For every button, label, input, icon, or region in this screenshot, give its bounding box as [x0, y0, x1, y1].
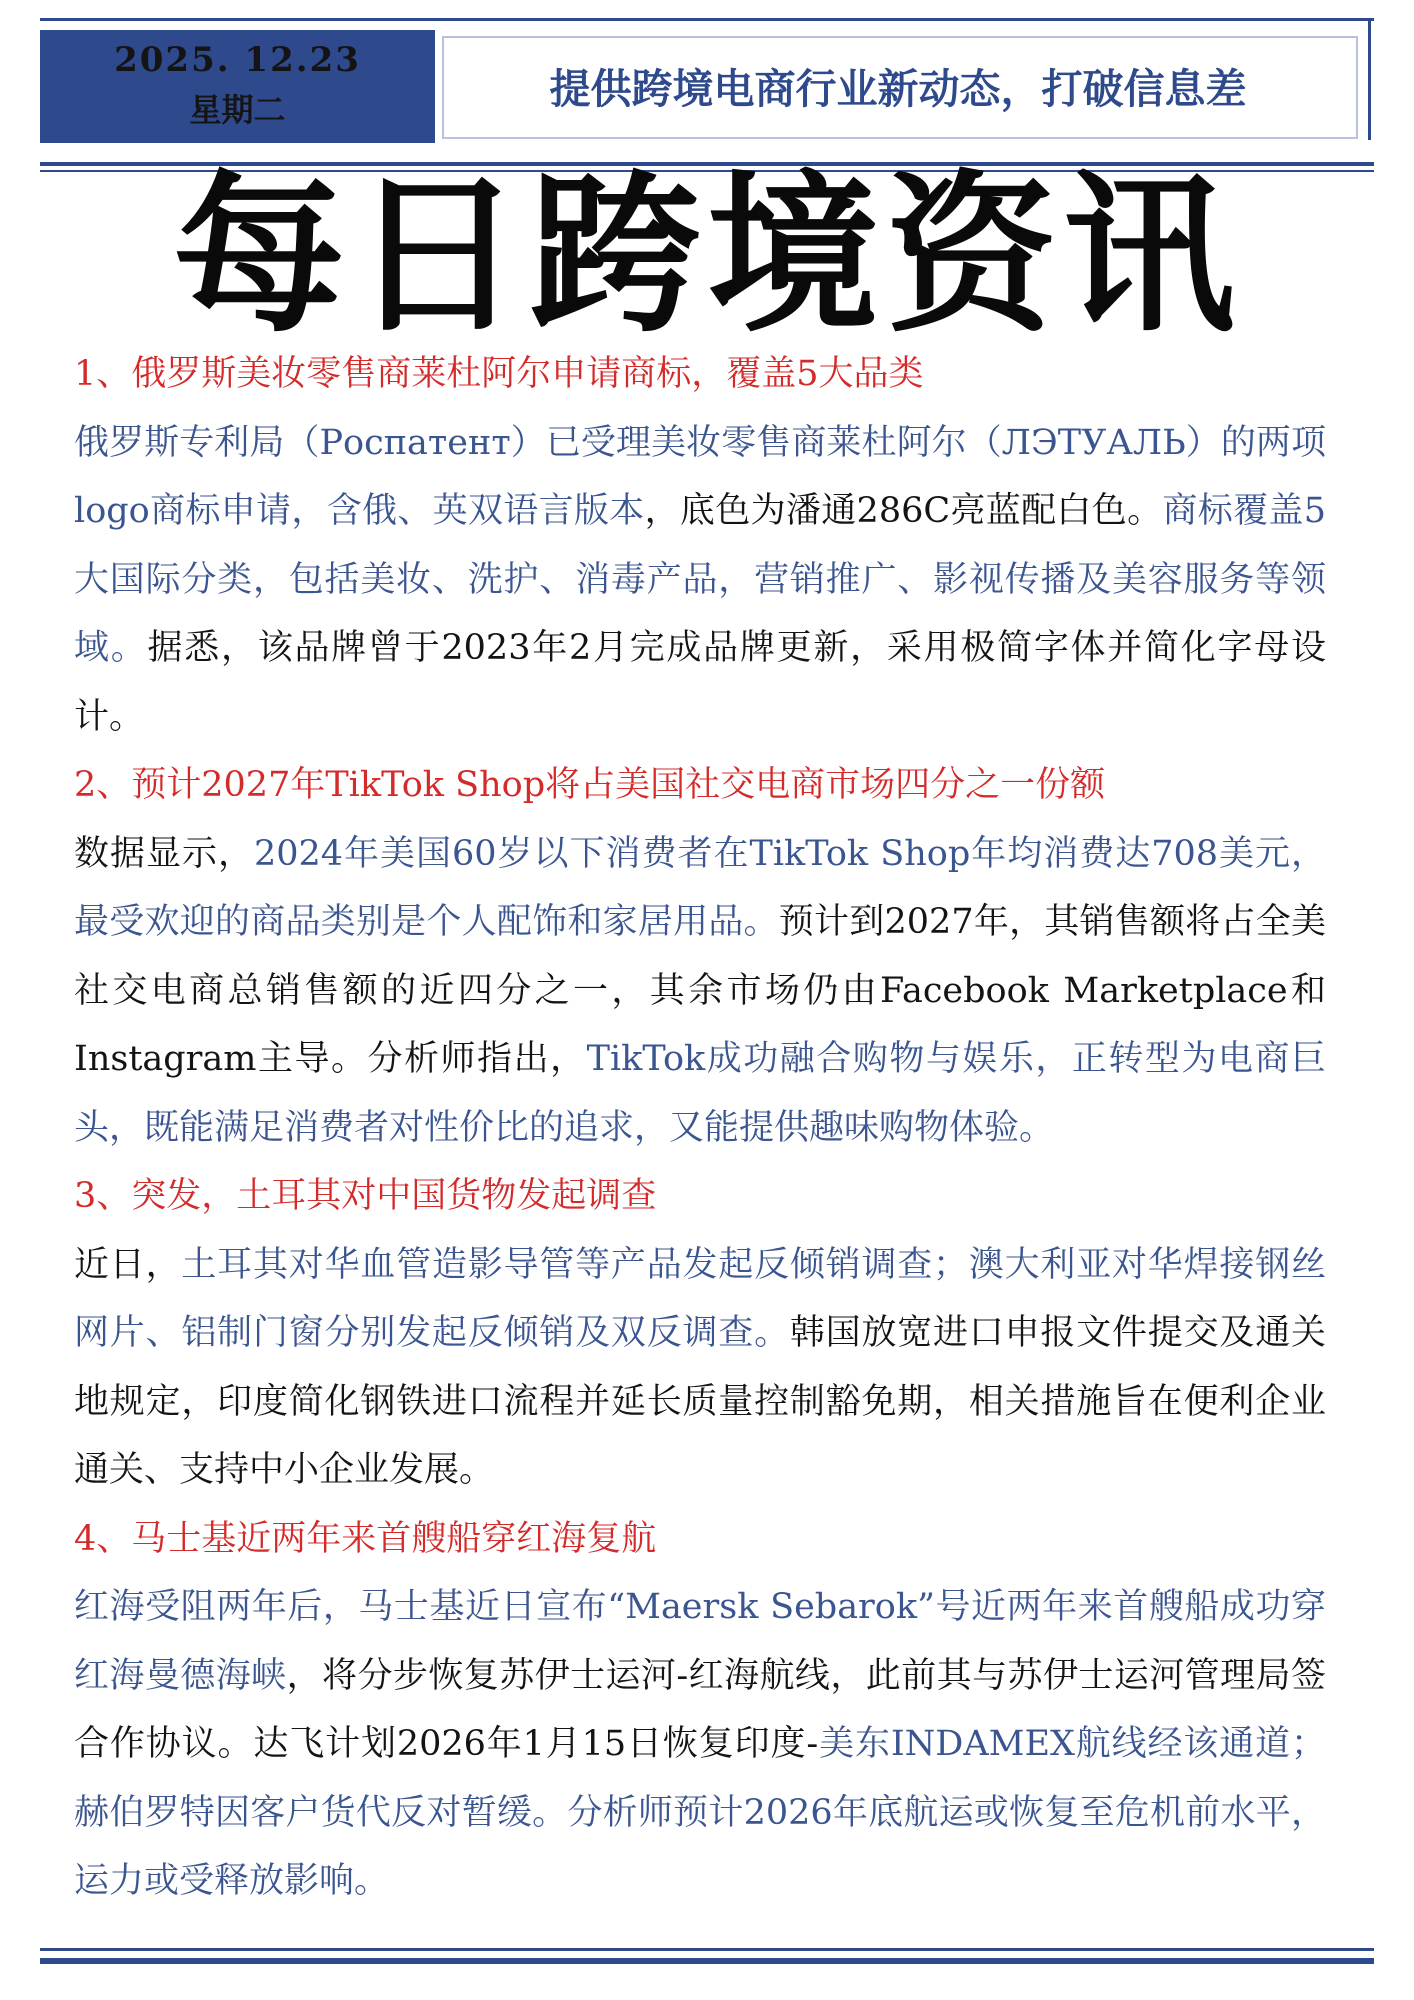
footer-line-bottom	[40, 1958, 1374, 1964]
article-text-highlight: 商标覆盖5大国际分类，包括美妆、洗护、消毒产品，营销推广、影视传播及美容服务等领域。	[74, 491, 1326, 668]
article-2	[74, 751, 1326, 1162]
article-4	[74, 1505, 1326, 1916]
article-3	[74, 1162, 1326, 1505]
article-list	[74, 340, 1326, 1916]
article-text: 预计到2027年，其销售额将占全美社交电商总销售额的近四分之一，其余市场仍由Facebook Marketplace和Instagram主导。分析师指出，	[74, 902, 1326, 1079]
article-text: 据悉，该品牌曾于2023年2月完成品牌更新，采用极简字体并简化字母设计。	[74, 628, 1326, 737]
article-text-highlight: 土耳其对华血管造影导管等产品发起反倾销调查；澳大利亚对华焊接钢丝网片、铝制门窗分别发起反倾销及双反调查。	[74, 1244, 1326, 1353]
article-text: 近日，	[74, 1244, 182, 1285]
article-text-highlight: 美东INDAMEX航线经该通道；赫伯罗特因客户货代反对暂缓。分析师预计2026年底航运或恢复至危机前水平，运力或受释放影响。	[74, 1724, 1326, 1901]
footer-line-top	[40, 1948, 1374, 1951]
article-heading: 3、突发，土耳其对中国货物发起调查	[74, 1176, 657, 1216]
article-text-highlight: 2024年美国60岁以下消费者在TikTok Shop年均消费达708美元，最受欢迎的商品类别是个人配饰和家居用品。	[74, 833, 1326, 942]
article-body	[74, 409, 1326, 752]
weekday-text: 星期二	[189, 91, 286, 129]
article-body	[74, 1231, 1326, 1505]
article-text: ，将分步恢复苏伊士运河-红海航线，此前其与苏伊士运河管理局签合作协议。达飞计划2026年1月15日恢复印度-	[74, 1655, 1326, 1764]
article-text: 韩国放宽进口申报文件提交及通关地规定，印度简化钢铁进口流程并延长质量控制豁免期，相关措施旨在便利企业通关、支持中小企业发展。	[74, 1313, 1326, 1490]
top-border-line	[40, 18, 1374, 21]
article-text: ，底色为潘通286C亮蓝配白色。	[644, 491, 1163, 531]
article-text-highlight: 红海受阻两年后，马士基近日宣布“Maersk Sebarok”号近两年来首艘船成功穿红海曼德海峡	[74, 1587, 1326, 1696]
article-heading: 2、预计2027年TikTok Shop将占美国社交电商市场四分之一份额	[74, 765, 1106, 805]
article-heading: 4、马士基近两年来首艘船穿红海复航	[74, 1518, 657, 1559]
slogan-text: 提供跨境电商行业新动态，打破信息差	[549, 65, 1247, 113]
article-1	[74, 340, 1326, 751]
article-text-highlight: 俄罗斯专利局（Роспатент）已受理美妆零售商莱杜阿尔（ЛЭТУАЛЬ）的两项logo商标申请，含俄、英双语言版本	[74, 422, 1326, 531]
article-text-highlight: TikTok成功融合购物与娱乐，正转型为电商巨头，既能满足消费者对性价比的追求，又能提供趣味购物体验。	[74, 1039, 1326, 1148]
article-body	[74, 820, 1326, 1163]
article-body	[74, 1573, 1326, 1916]
article-text: 数据显示，	[74, 833, 254, 874]
page-title: 每日跨境资讯	[173, 153, 1241, 356]
header-right-border	[1368, 20, 1371, 140]
article-heading: 1、俄罗斯美妆零售商莱杜阿尔申请商标，覆盖5大品类	[74, 354, 924, 394]
date-text: 2025. 12.23	[114, 40, 361, 80]
